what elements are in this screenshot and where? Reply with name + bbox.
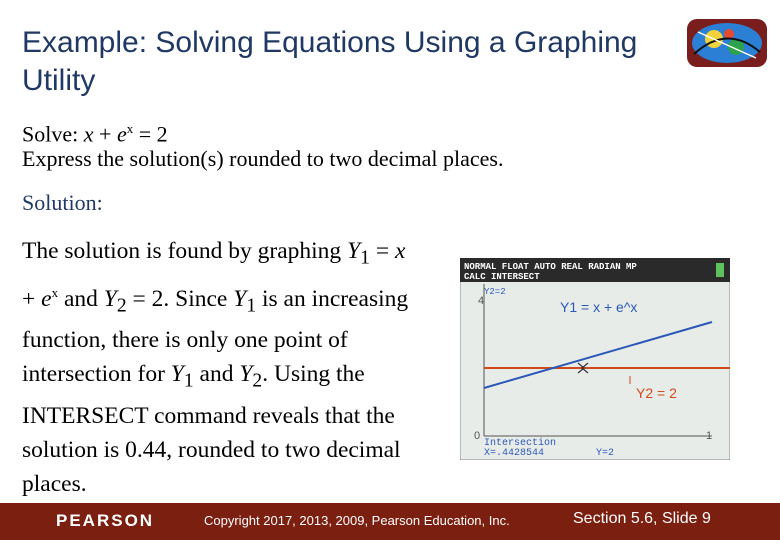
y1-label: Y1 = x + e^x [560, 299, 638, 315]
equation-indicator: Y2=2 [484, 287, 506, 297]
slide-number: Section 5.6, Slide 9 [573, 510, 711, 527]
calculator-screen [460, 258, 730, 460]
y2-label: Y2 = 2 [636, 385, 677, 401]
slide-title: Example: Solving Equations Using a Graphing Utility [22, 26, 638, 97]
decorative-logo-image [684, 14, 770, 72]
y-value: Y=2 [596, 448, 615, 459]
instructions: Express the solution(s) rounded to two decimal places. [22, 146, 504, 171]
solve-prefix: Solve [22, 121, 73, 147]
status-bar: NORMAL FLOAT AUTO REAL RADIAN MP [464, 262, 637, 272]
battery-icon [716, 263, 724, 277]
solution-heading: Solution: [22, 190, 103, 215]
mode-text: CALC INTERSECT [464, 272, 540, 282]
intersection-label: Intersection [484, 438, 557, 449]
copyright-text: Copyright 2017, 2013, 2009, Pearson Education, Inc. [204, 513, 510, 528]
solve-statement: Solve: $x + e^x = 2$ [22, 121, 168, 147]
brand-logo: PEARSON [56, 511, 155, 530]
ymax-label: 4 [478, 295, 485, 307]
x-value: X=.4428544 [484, 448, 545, 459]
xmin-label: 0 [474, 430, 481, 442]
xmax-label: 1 [706, 430, 713, 442]
solution-paragraph: The solution is found by graphing $Y_1 = x + e^x$ and $Y_2 = 2$. Since $Y_1$ is an increasing function, there is only one point of intersection for $Y_1$ and $Y_2$. Using the INTERSECT command reveals that the solution is 0.44, rounded to two decimal places. [22, 238, 409, 497]
